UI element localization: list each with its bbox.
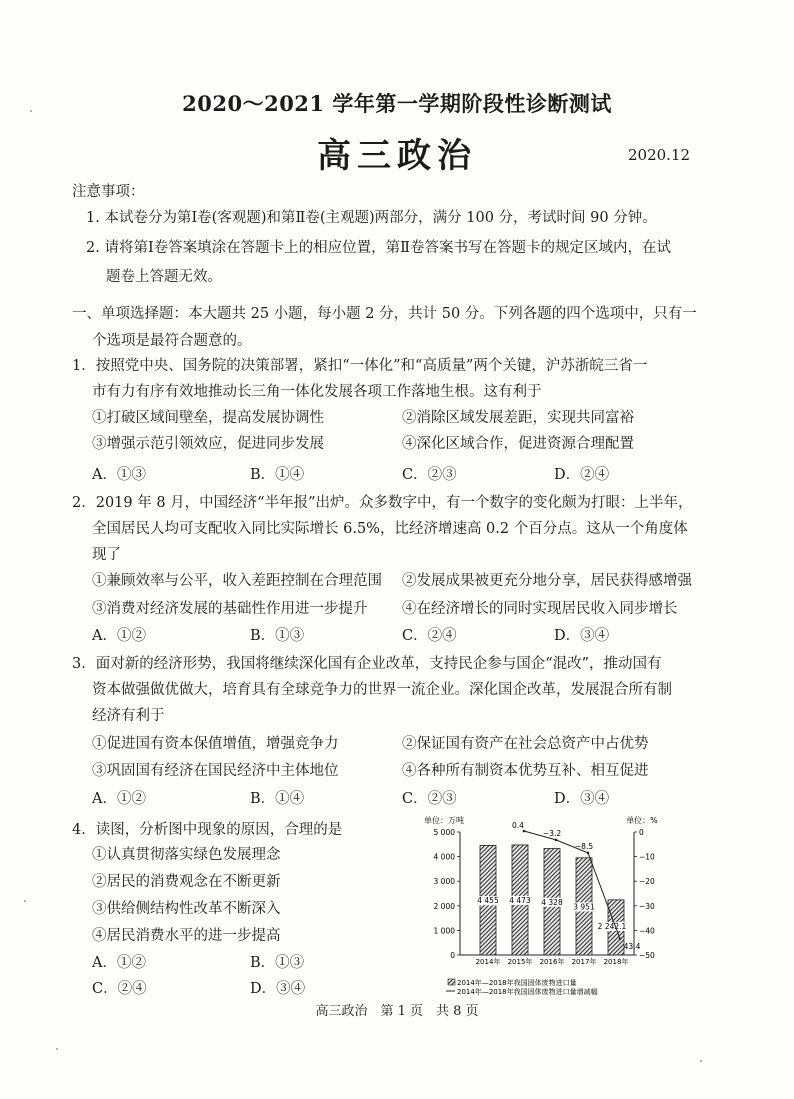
scan-speck [30, 110, 32, 112]
change-value-label: −8.5 [574, 841, 594, 851]
answer-choice: A．①③ [92, 467, 146, 483]
question-stem: 现了 [92, 547, 121, 563]
question-item: ③供给侧结构性改革不断深入 [92, 901, 281, 917]
bar-value-label: 3 951 [573, 902, 595, 912]
change-value-label: 0.4 [512, 821, 524, 831]
change-point [555, 839, 558, 842]
question-stem: 2．2019 年 8 月，中国经济“半年报”出炉。众多数字中，有一个数字的变化颇为打眼：上半年， [72, 495, 693, 511]
y-right-tick-label: −50 [639, 951, 655, 960]
question-item: ④居民消费水平的进一步提高 [92, 928, 281, 944]
x-tick-label: 2015年 [507, 958, 533, 966]
question-item: ④在经济增长的同时实现居民收入同步增长 [402, 601, 678, 617]
answer-choice: C．②③ [402, 467, 457, 483]
y-left-unit-label: 单位：万吨 [424, 816, 464, 825]
question-item: ①兼顾效率与公平，收入差距控制在合理范围 [92, 573, 382, 589]
question-item: ②保证国有资产在社会总资产中占优势 [402, 736, 649, 752]
question-stem: 经济有利于 [92, 708, 165, 724]
question-stem: 市有力有序有效地推动长三角一体化发展各项工作落地生根。这有利于 [92, 384, 542, 400]
y-left-tick-label: 4 000 [433, 852, 455, 862]
legend-label: 2014年—2018年我国固体废物进口量 [457, 979, 577, 987]
notice-item: 1. 本试卷分为第Ⅰ卷(客观题)和第Ⅱ卷(主观题)两部分，满分 100 分，考试时间 90 分钟。 [86, 210, 657, 226]
change-value-label: 43.4 [623, 941, 641, 951]
legend-swatch-bar [448, 979, 455, 985]
y-right-tick-label: −20 [639, 877, 655, 887]
change-point [523, 830, 526, 833]
section-heading: 个选项是最符合题意的。 [92, 333, 252, 349]
y-right-unit-label: 单位：% [626, 816, 658, 825]
solid-waste-import-chart [420, 812, 682, 997]
answer-choice: C．②④ [92, 981, 147, 997]
answer-choice: C．②④ [402, 628, 457, 644]
y-right-tick-label: −10 [639, 852, 655, 862]
page-footer: 高三政治 第 1 页 共 8 页 [315, 1004, 479, 1019]
question-item: ②居民的消费观念在不断更新 [92, 874, 281, 890]
answer-choice: D．③④ [554, 628, 610, 644]
question-stem: 4．读图，分析图中现象的原因，合理的是 [72, 822, 343, 838]
scan-speck [700, 1060, 702, 1062]
change-point [587, 852, 590, 855]
answer-choice: B．①④ [250, 791, 305, 807]
question-item: ①认真贯彻落实绿色发展理念 [92, 847, 281, 863]
answer-choice: B．①③ [250, 628, 305, 644]
question-item: ③消费对经济发展的基础性作用进一步提升 [92, 601, 368, 617]
question-item: ②发展成果被更充分地分享，居民获得感增强 [402, 573, 692, 589]
answer-choice: D．③④ [554, 791, 610, 807]
change-value-label: −3.2 [542, 828, 562, 838]
x-tick-label: 2016年 [539, 958, 565, 966]
answer-choice: B．①④ [250, 467, 305, 483]
bar-value-label: 4 328 [541, 897, 563, 907]
question-item: ①促进国有资本保值增值，增强竞争力 [92, 736, 339, 752]
legend-label: 2014年—2018年我国固体废物进口量增减幅 [457, 988, 598, 996]
question-stem: 全国居民人均可支配收入同比实际增长 6.5%，比经济增速高 0.2 个百分点。这从一个角度体 [92, 521, 688, 537]
notice-item: 题卷上答题无效。 [106, 269, 222, 285]
question-item: ③增强示范引领效应，促进同步发展 [92, 436, 324, 452]
bar-value-label: 4 473 [509, 895, 531, 905]
answer-choice: C．②③ [402, 791, 457, 807]
notice-item: 2. 请将第Ⅰ卷答案填涂在答题卡上的相应位置，第Ⅱ卷答案书写在答题卡的规定区域内，在试 [86, 240, 672, 256]
question-stem: 资本做强做优做大，培育具有全球竞争力的世界一流企业。深化国企改革，发展混合所有制 [92, 682, 672, 698]
subject-title: 高三政治 [317, 136, 477, 176]
exam-date: 2020.12 [628, 146, 691, 164]
y-left-tick-label: 1 000 [433, 926, 455, 936]
question-stem: 1．按照党中央、国务院的决策部署，紧扣“一体化”和“高质量”两个关键，沪苏浙皖三省一 [72, 358, 648, 374]
y-left-tick-label: 5 000 [433, 828, 455, 837]
bar-value-label: 2 242.1 [597, 922, 627, 931]
y-left-tick-label: 2 000 [433, 901, 455, 911]
answer-choice: A．①② [92, 791, 146, 807]
bar-value-label: 4 455 [477, 896, 499, 906]
x-tick-label: 2018年 [603, 958, 629, 966]
answer-choice: A．①② [92, 955, 146, 971]
y-left-tick-label: 3 000 [433, 877, 455, 887]
question-item: ④深化区域合作，促进资源合理配置 [402, 436, 634, 452]
x-tick-label: 2014年 [475, 958, 501, 966]
question-item: ④各种所有制资本优势互补、相互促进 [402, 763, 649, 779]
question-item: ①打破区域间壁垒，提高发展协调性 [92, 410, 324, 426]
exam-title: 2020～2021 学年第一学期阶段性诊断测试 [182, 91, 612, 116]
answer-choice: A．①② [92, 628, 146, 644]
change-point [619, 937, 622, 940]
y-right-tick-label: 0 [639, 828, 644, 837]
question-item: ③巩固国有经济在国民经济中主体地位 [92, 763, 339, 779]
question-stem: 3．面对新的经济形势，我国将继续深化国有企业改革，支持民企参与国企“混改”，推动国有 [72, 656, 662, 672]
answer-choice: B．①③ [250, 955, 305, 971]
scan-speck [24, 900, 26, 902]
y-right-tick-label: −40 [639, 926, 655, 936]
y-right-tick-label: −30 [639, 901, 655, 911]
section-heading: 一、单项选择题：本大题共 25 小题，每小题 2 分，共计 50 分。下列各题的四个选项中，只有一 [72, 306, 697, 322]
answer-choice: D．②④ [554, 467, 610, 483]
answer-choice: D．③④ [250, 981, 306, 997]
x-tick-label: 2017年 [571, 958, 597, 966]
scan-speck [56, 1048, 58, 1050]
chart-svg [420, 812, 682, 997]
question-item: ②消除区域发展差距，实现共同富裕 [402, 410, 634, 426]
y-left-tick-label: 0 [450, 951, 455, 960]
notice-heading: 注意事项： [72, 184, 145, 200]
